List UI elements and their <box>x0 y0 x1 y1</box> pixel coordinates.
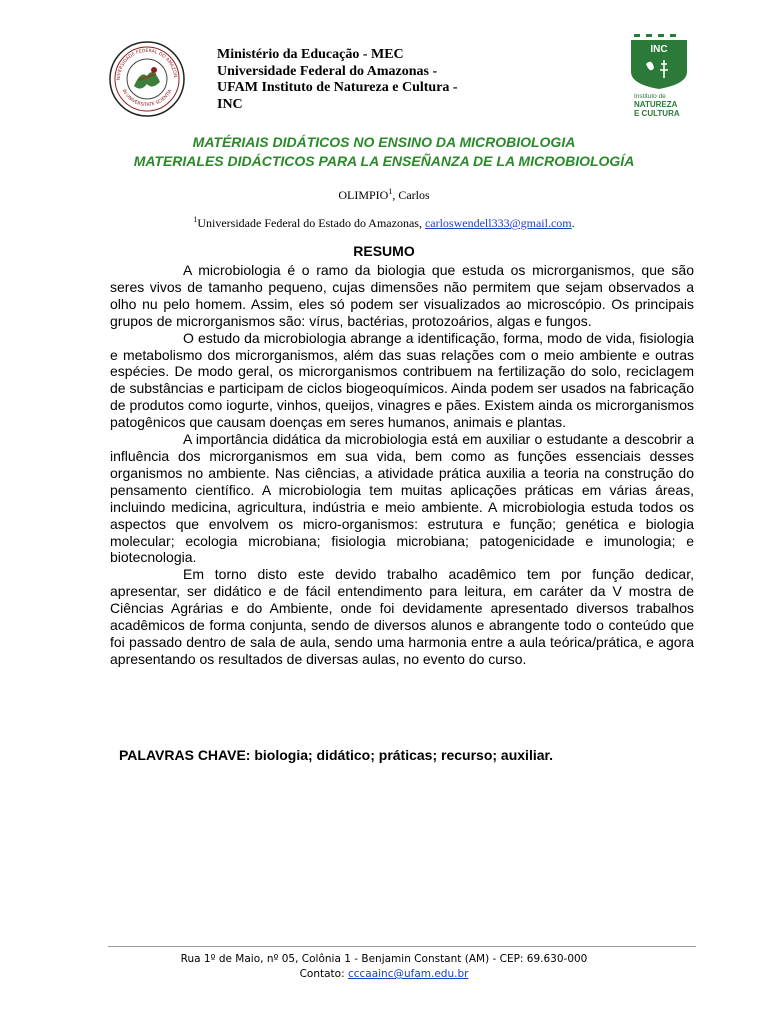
footer-address: Rua 1º de Maio, nº 05, Colônia 1 - Benjamin Constant (AM) - CEP: 69.630-000 <box>180 953 588 965</box>
inc-logo <box>628 34 690 118</box>
ufam-seal-bottom-text: IN UNIVERSITATE SCIENTIA <box>120 88 174 109</box>
author-email-link[interactable]: carloswendell333@gmail.com <box>424 216 572 230</box>
affiliation-sup: 1 <box>193 215 198 224</box>
ufam-seal-top-text: NIVERSIDADE FEDERAL DO AMAZON <box>116 48 178 81</box>
resumo-body <box>110 262 694 668</box>
paper-titles <box>0 133 768 171</box>
inc-logo-abbr: INC <box>650 44 668 55</box>
header-line-ministry: Ministério da Educação - MEC <box>217 47 404 62</box>
title-spanish: MATERIALES DIDÁCTICOS PARA LA ENSEÑANZA DE LA MICROBIOLOGÍA <box>133 153 635 169</box>
inc-logo-caption-3: E CULTURA <box>634 109 680 118</box>
ufam-seal-logo <box>108 40 186 118</box>
header-line-university: Universidade Federal do Amazonas - <box>217 63 438 79</box>
resumo-heading: RESUMO <box>353 243 415 259</box>
affiliation-end: . <box>571 216 575 230</box>
header-line-institute: UFAM Instituto de Natureza e Cultura - <box>217 80 458 95</box>
author-given: , Carlos <box>392 188 430 202</box>
inc-logo-caption-2: NATUREZA <box>634 100 678 109</box>
footer-divider <box>108 946 696 947</box>
author-line <box>0 187 768 203</box>
institution-block <box>217 47 458 113</box>
resumo-paragraph: A importância didática da microbiologia está em auxiliar o estudante a descobrir a influência dos microrganismos em sua vida, bem como as funções essenciais desses organismos no ambiente. Nas ciências, a atividade prática auxilia a teoria na construção do pensamento científico. A microbiologia tem muitas aplicações práticas em várias áreas, incluindo medicina, agricultura, indústria e meio ambiente. A microbiologia estuda todos os aspectos que envolvem os micro-organismos: estrutura e função; genética e biologia molecular; ecologia microbiana; fisiologia microbiana; patogenicidade e imunologia; e biotecnologia. <box>110 431 694 566</box>
document-header <box>0 30 768 130</box>
author-sup: 1 <box>388 187 393 196</box>
affiliation-line <box>0 215 768 231</box>
resumo-paragraph: A microbiologia é o ramo da biologia que estuda os microrganismos, que são seres vivos de tamanho pequeno, cujas dimensões não permitem que sejam observados a olho nu pelo homem. Assim, eles só podem ser visualizados ao microscópio. Os principais grupos de microrganismos são: vírus, bactérias, protozoários, algas e fungos. <box>110 262 694 329</box>
keywords-line: PALAVRAS CHAVE: biologia; didático; práticas; recurso; auxiliar. <box>119 747 554 763</box>
contact-email-link[interactable]: cccaainc@ufam.edu.br <box>347 968 469 980</box>
author-surname: OLIMPIO <box>338 188 389 202</box>
header-line-inc: INC <box>217 96 243 112</box>
resumo-paragraph: Em torno disto este devido trabalho acadêmico tem por função dedicar, apresentar, ser didático e de fácil entendimento para leitura, em caráter da V mostra de Ciências Agrárias e do Ambiente, onde foi devidamente apresentado diversos trabalhos acadêmicos de forma conjunta, sendo de diversos alunos e abrangente todo o conteúdo que foi passado dentro de sala de aula, sendo uma harmonia entre a aula teórica/prática, e agora apresentando os resultados de diversas aulas, no evento do curso. <box>110 566 694 667</box>
resumo-paragraph: O estudo da microbiologia abrange a identificação, forma, modo de vida, fisiologia e metabolismo dos microrganismos, além das suas relações com o meio ambiente e outras espécies. De modo geral, os microrganismos contribuem na fertilização do solo, reciclagem de substâncias e participam de ciclos biogeoquímicos. Ainda podem ser usados na fabricação de produtos como iogurte, vinhos, queijos, vinagres e pães. Existem ainda os microrganismos patogênicos que causam doenças em seres humanos, animais e plantas. <box>110 329 694 431</box>
footer-contact-label: Contato: <box>299 968 348 980</box>
inc-logo-caption-1: Instituto de <box>634 93 666 100</box>
affiliation-text: Universidade Federal do Estado do Amazonas, <box>197 216 425 230</box>
document-footer <box>0 952 768 982</box>
title-portuguese: MATÉRIAIS DIDÁTICOS NO ENSINO DA MICROBIOLOGIA <box>192 134 576 150</box>
footer-contact <box>0 967 768 982</box>
